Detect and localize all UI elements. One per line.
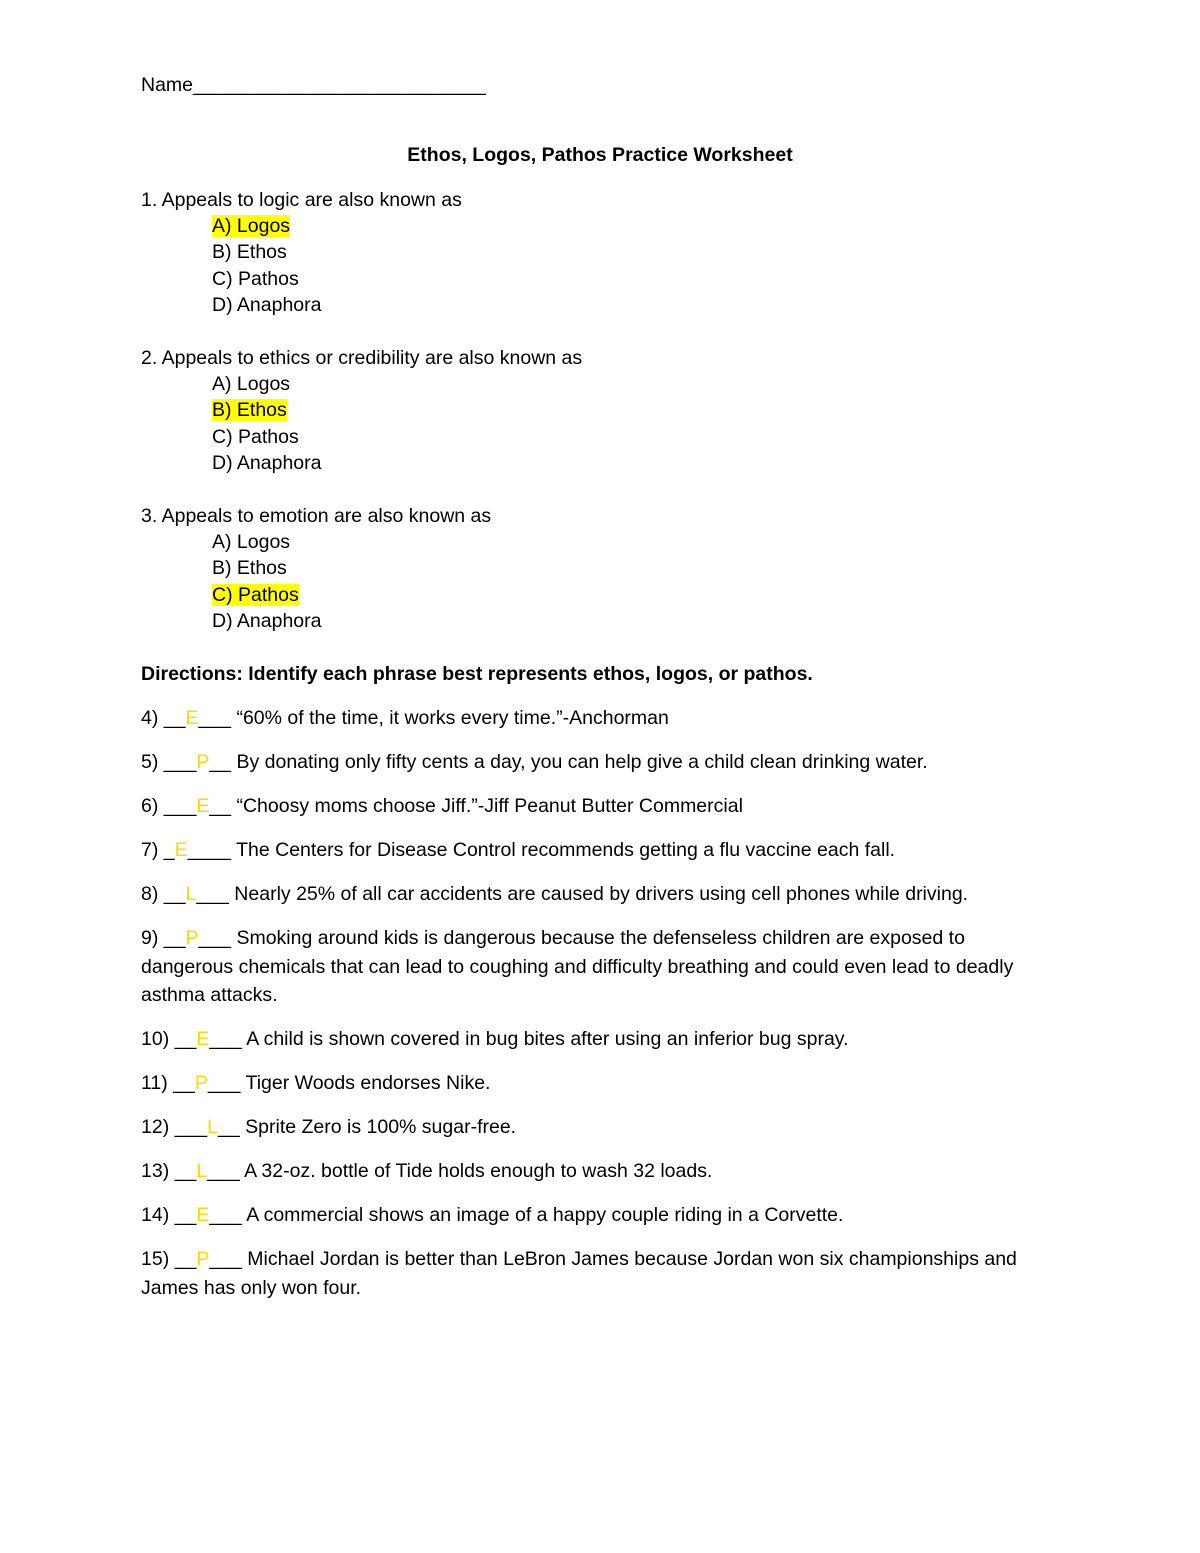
blank-post: ___ [207, 1160, 240, 1182]
answer-letter: P [185, 927, 199, 949]
item-number: 9) [141, 927, 159, 949]
item-14 [141, 1202, 843, 1228]
question-3-prompt: 3. Appeals to emotion are also known as [141, 505, 492, 527]
blank-pre: ___ [163, 751, 197, 773]
blank-pre: __ [163, 927, 186, 949]
blank-pre: __ [163, 707, 186, 729]
item-number: 7) [141, 839, 159, 861]
question-1-option-d: D) Anaphora [212, 294, 322, 316]
blank-pre: __ [174, 1028, 197, 1050]
blank-pre: __ [163, 883, 186, 905]
question-3-option-b: B) Ethos [212, 557, 287, 579]
blank-pre: __ [173, 1072, 195, 1094]
question-1-option-b: B) Ethos [212, 241, 287, 263]
item-9 [141, 924, 1061, 1010]
item-number: 10) [141, 1028, 170, 1050]
answer-letter: E [174, 839, 188, 861]
blank-post: ___ [196, 883, 229, 905]
item-number: 12) [141, 1116, 170, 1138]
item-15 [141, 1245, 1061, 1302]
item-text: Michael Jordan is better than LeBron James because Jordan won six championships and James has only won four. [141, 1248, 1017, 1299]
blank-pre: ___ [163, 795, 197, 817]
item-text: Tiger Woods endorses Nike. [245, 1072, 491, 1094]
item-text: “60% of the time, it works every time.”-Anchorman [236, 707, 669, 729]
question-2-option-c: C) Pathos [212, 426, 299, 448]
blank-pre: __ [174, 1248, 197, 1270]
item-number: 14) [141, 1204, 170, 1226]
item-text: Smoking around kids is dangerous because the defenseless children are exposed to dangerous chemicals that can lead to coughing and difficulty breathing and could even lead to deadly asthma attacks. [141, 927, 1014, 1006]
name-label: Name [141, 74, 194, 96]
blank-post: ___ [209, 1028, 242, 1050]
blank-post: ____ [187, 839, 232, 861]
item-12 [141, 1114, 516, 1140]
blank-post: ___ [209, 1248, 242, 1270]
item-text: Sprite Zero is 100% sugar-free. [245, 1116, 517, 1138]
question-3-option-d: D) Anaphora [212, 610, 322, 632]
question-2-option-d: D) Anaphora [212, 452, 322, 474]
item-text: A 32-oz. bottle of Tide holds enough to wash 32 loads. [244, 1160, 713, 1182]
answer-highlight: C) Pathos [212, 584, 299, 606]
item-number: 5) [141, 751, 159, 773]
blank-pre: ___ [174, 1116, 208, 1138]
item-text: “Choosy moms choose Jiff.”-Jiff Peanut Butter Commercial [236, 795, 743, 817]
question-2-prompt: 2. Appeals to ethics or credibility are also known as [141, 347, 583, 369]
item-number: 11) [141, 1072, 168, 1094]
item-6 [141, 793, 743, 819]
item-5 [141, 749, 928, 775]
item-number: 4) [141, 707, 159, 729]
item-8 [141, 881, 968, 907]
item-number: 13) [141, 1160, 170, 1182]
blank-post: ___ [198, 707, 232, 729]
question-1-option-a [212, 213, 290, 239]
question-1-option-c: C) Pathos [212, 268, 299, 290]
blank-pre: __ [174, 1160, 197, 1182]
item-number: 6) [141, 795, 159, 817]
worksheet-title: Ethos, Logos, Pathos Practice Worksheet [407, 144, 793, 166]
directions: Directions: Identify each phrase best represents ethos, logos, or pathos. [141, 663, 813, 685]
item-13 [141, 1158, 712, 1184]
answer-letter: P [194, 1072, 208, 1094]
answer-letter: E [185, 707, 199, 729]
blank-pre: __ [174, 1204, 197, 1226]
item-number: 8) [141, 883, 159, 905]
blank-post: ___ [207, 1072, 241, 1094]
question-1-prompt: 1. Appeals to logic are also known as [141, 189, 462, 211]
answer-highlight: A) Logos [212, 215, 291, 237]
answer-letter: L [196, 1160, 208, 1182]
item-text: A commercial shows an image of a happy couple riding in a Corvette. [246, 1204, 844, 1226]
item-11 [141, 1070, 490, 1096]
blank-post: __ [209, 751, 232, 773]
name-blank: ___________________________ [193, 74, 486, 96]
question-3-option-c [212, 582, 299, 608]
name-line [141, 72, 486, 98]
blank-post: __ [209, 795, 232, 817]
answer-letter: E [196, 795, 210, 817]
item-10 [141, 1026, 849, 1052]
question-2-option-a: A) Logos [212, 373, 291, 395]
answer-highlight: B) Ethos [212, 399, 287, 421]
question-3-option-a: A) Logos [212, 531, 291, 553]
blank-post: __ [218, 1116, 240, 1138]
blank-post: ___ [209, 1204, 242, 1226]
item-text: A child is shown covered in bug bites after using an inferior bug spray. [246, 1028, 849, 1050]
answer-letter: E [196, 1028, 210, 1050]
question-2-option-b [212, 397, 287, 423]
blank-pre: _ [163, 839, 175, 861]
item-7 [141, 837, 895, 863]
answer-letter: P [196, 751, 210, 773]
item-text: The Centers for Disease Control recommends getting a flu vaccine each fall. [236, 839, 896, 861]
item-text: Nearly 25% of all car accidents are caused by drivers using cell phones while driving. [234, 883, 969, 905]
item-number: 15) [141, 1248, 170, 1270]
answer-letter: E [196, 1204, 210, 1226]
item-text: By donating only fifty cents a day, you can help give a child clean drinking water. [236, 751, 928, 773]
answer-letter: L [185, 883, 197, 905]
item-4 [141, 705, 669, 731]
answer-letter: L [207, 1116, 219, 1138]
answer-letter: P [196, 1248, 210, 1270]
blank-post: ___ [198, 927, 232, 949]
